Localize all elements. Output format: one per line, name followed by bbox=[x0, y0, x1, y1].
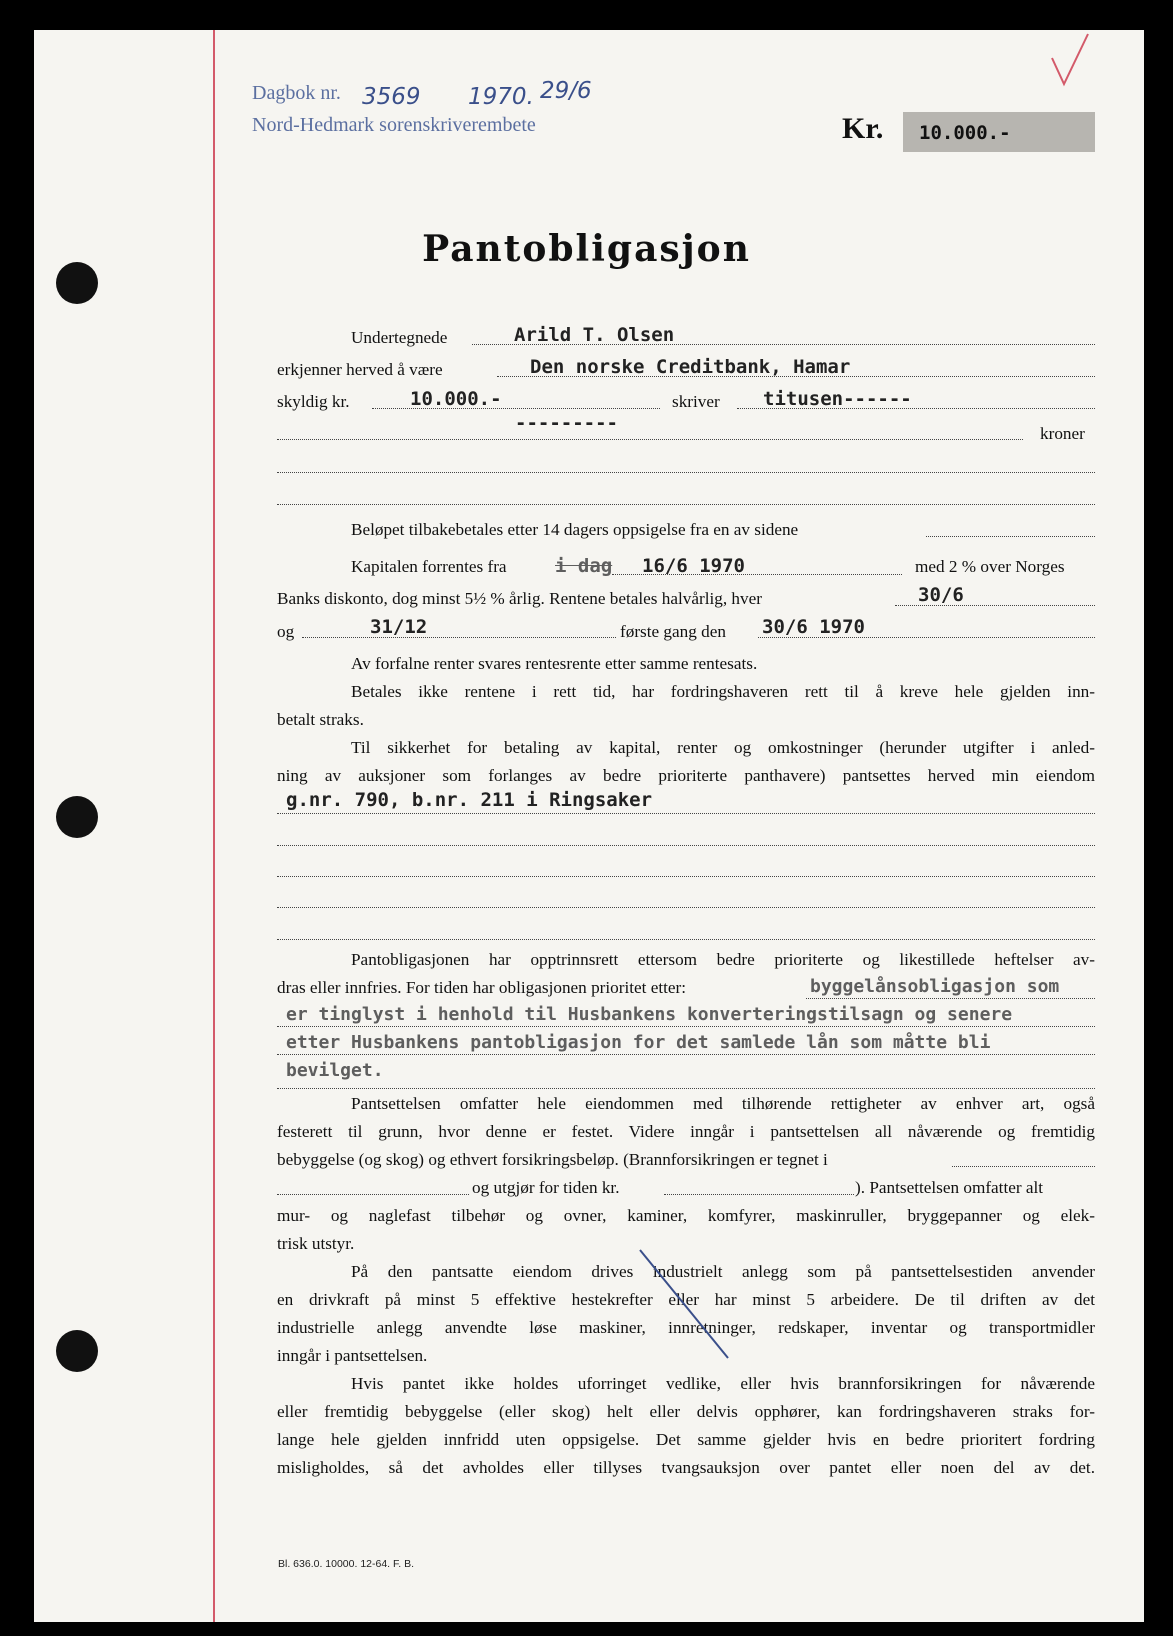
dotted-line bbox=[277, 1054, 1095, 1055]
amount-value: 10.000.- bbox=[919, 122, 1011, 144]
til-line2: ning av auksjoner som forlanges av bedre prioriterte panthavere) pantsettes herved min eiendom bbox=[277, 766, 1095, 785]
erkjenner-label: erkjenner herved å være bbox=[277, 360, 443, 379]
betales-line2: betalt straks. bbox=[277, 710, 364, 729]
dagbok-year: 1970. bbox=[468, 84, 534, 110]
industry-line2: en drivkraft på minst 5 effektive hestekrefter eller har minst 5 arbeidere. De til driften av det bbox=[277, 1290, 1095, 1309]
maintenance-line3: lange hele gjelden innfridd uten oppsigelse. Det samme gjelder hvis en bedre prioritert fordring bbox=[277, 1430, 1095, 1449]
priority-value4: bevilget. bbox=[286, 1060, 384, 1081]
maintenance-line1: Hvis pantet ikke holdes uforringet vedlike, eller hvis brannforsikringen for nåværende bbox=[351, 1374, 1095, 1393]
skriver-value: titusen------ bbox=[763, 388, 912, 410]
dagbok-number: 3569 bbox=[362, 84, 421, 110]
priority-value2: er tinglyst i henhold til Husbankens konverteringstilsagn og senere bbox=[286, 1004, 1013, 1025]
dotted-line bbox=[277, 939, 1095, 940]
med-label: med 2 % over Norges bbox=[915, 557, 1065, 576]
maintenance-line4: misligholdes, så det avholdes eller tillyses tvangsauksjon over pantet eller noen del av det. bbox=[277, 1458, 1095, 1477]
undertegnede-label: Undertegnede bbox=[351, 328, 448, 347]
dotted-line bbox=[277, 1194, 469, 1195]
priority-value1: byggelånsobligasjon som bbox=[810, 976, 1060, 997]
priority-value3: etter Husbankens pantobligasjon for det samlede lån som måtte bli bbox=[286, 1032, 991, 1053]
betales-line1: Betales ikke rentene i rett tid, har fordringshaveren rett til å kreve hele gjelden inn- bbox=[351, 682, 1095, 701]
strike-line bbox=[636, 1244, 736, 1364]
coverage-line3: bebyggelse (og skog) og ethvert forsikringsbeløp. (Brannforsikringen er tegnet i bbox=[277, 1150, 828, 1169]
priority-line1: Pantobligasjonen har opptrinnsrett ettersom bedre prioriterte og likestillede heftelser av- bbox=[351, 950, 1095, 969]
dotted-line bbox=[277, 876, 1095, 877]
til-line1: Til sikkerhet for betaling av kapital, renter og omkostninger (herunder utgifter i anled- bbox=[351, 738, 1095, 757]
dagbok-date: 29/6 bbox=[540, 78, 592, 104]
skriver-label: skriver bbox=[672, 392, 720, 411]
dotted-line bbox=[806, 998, 1095, 999]
kapitalen-struck: i dag bbox=[555, 555, 613, 577]
stamp-dagbok: Dagbok nr. bbox=[252, 82, 341, 104]
coverage-line6: trisk utstyr. bbox=[277, 1234, 355, 1253]
og-label: og bbox=[277, 622, 295, 641]
coverage-line5: mur- og naglefast tilbehør og ovner, kaminer, komfyrer, maskinruller, bryggepanner og elek- bbox=[277, 1206, 1095, 1225]
forste-label: første gang den bbox=[620, 622, 726, 641]
maintenance-line2: eller fremtidig bebyggelse (eller skog) helt eller delvis opphører, kan fordringshaveren straks for- bbox=[277, 1402, 1095, 1421]
belopet-text: Beløpet tilbakebetales etter 14 dagers oppsigelse fra en av sidene bbox=[351, 520, 799, 539]
industry-line3: industrielle anlegg anvendte løse maskiner, innretninger, redskaper, inventar og transportmidler bbox=[277, 1318, 1095, 1337]
kr-label: Kr. bbox=[842, 112, 884, 145]
property-value: g.nr. 790, b.nr. 211 i Ringsaker bbox=[286, 789, 653, 811]
industry-line4: inngår i pantsettelsen. bbox=[277, 1346, 428, 1365]
dotted-line bbox=[277, 1088, 1095, 1089]
skyldig-value: 10.000.- bbox=[410, 388, 502, 410]
skyldig-label: skyldig kr. bbox=[277, 392, 350, 411]
banks-label: Banks diskonto, dog minst 5½ % årlig. Rentene betales halvårlig, hver bbox=[277, 589, 762, 608]
dotted-line bbox=[277, 439, 1023, 440]
banks-value: 30/6 bbox=[918, 584, 964, 606]
dotted-line bbox=[277, 845, 1095, 846]
dotted-line bbox=[952, 1166, 1095, 1167]
priority-line2: dras eller innfries. For tiden har obligasjonen prioritet etter: bbox=[277, 978, 687, 997]
stamp-office: Nord-Hedmark sorenskriverembete bbox=[252, 114, 536, 136]
form-number: Bl. 636.0. 10000. 12-64. F. B. bbox=[278, 1558, 415, 1570]
industry-line1: På den pantsatte eiendom drives industrielt anlegg som på pantsettelsestiden anvender bbox=[351, 1262, 1095, 1281]
punch-hole bbox=[56, 1330, 98, 1372]
document-title: Pantobligasjon bbox=[422, 228, 751, 270]
dotted-line bbox=[664, 1194, 854, 1195]
dotted-line bbox=[277, 472, 1095, 473]
coverage-line2: festerett til grunn, hvor denne er festet. Videre inngår i pantsettelsen all nåværende og fremtidig bbox=[277, 1122, 1095, 1141]
dotted-line bbox=[277, 1026, 1095, 1027]
coverage-line4b: ). Pantsettelsen omfatter alt bbox=[855, 1178, 1044, 1197]
coverage-line1: Pantsettelsen omfatter hele eiendommen med tilhørende rettigheter av enhver art, også bbox=[351, 1094, 1095, 1113]
dotted-line bbox=[926, 536, 1095, 537]
kapitalen-value: 16/6 1970 bbox=[642, 555, 745, 577]
dotted-line bbox=[277, 907, 1095, 908]
forste-value: 30/6 1970 bbox=[762, 616, 865, 638]
check-mark bbox=[1048, 30, 1092, 90]
kapitalen-label: Kapitalen forrentes fra bbox=[351, 557, 507, 576]
amount-box bbox=[903, 112, 1095, 152]
kroner-label: kroner bbox=[1040, 424, 1085, 443]
punch-hole bbox=[56, 796, 98, 838]
dotted-line bbox=[277, 504, 1095, 505]
coverage-line4a: og utgjør for tiden kr. bbox=[472, 1178, 620, 1197]
dotted-line bbox=[302, 637, 616, 638]
og-value: 31/12 bbox=[370, 616, 428, 638]
skriver-value-continued: --------- bbox=[515, 412, 618, 434]
av-forfalne-text: Av forfalne renter svares rentesrente etter samme rentesats. bbox=[351, 654, 758, 673]
undertegnede-value: Arild T. Olsen bbox=[514, 324, 675, 346]
dotted-line bbox=[277, 813, 1095, 814]
erkjenner-value: Den norske Creditbank, Hamar bbox=[530, 356, 851, 378]
